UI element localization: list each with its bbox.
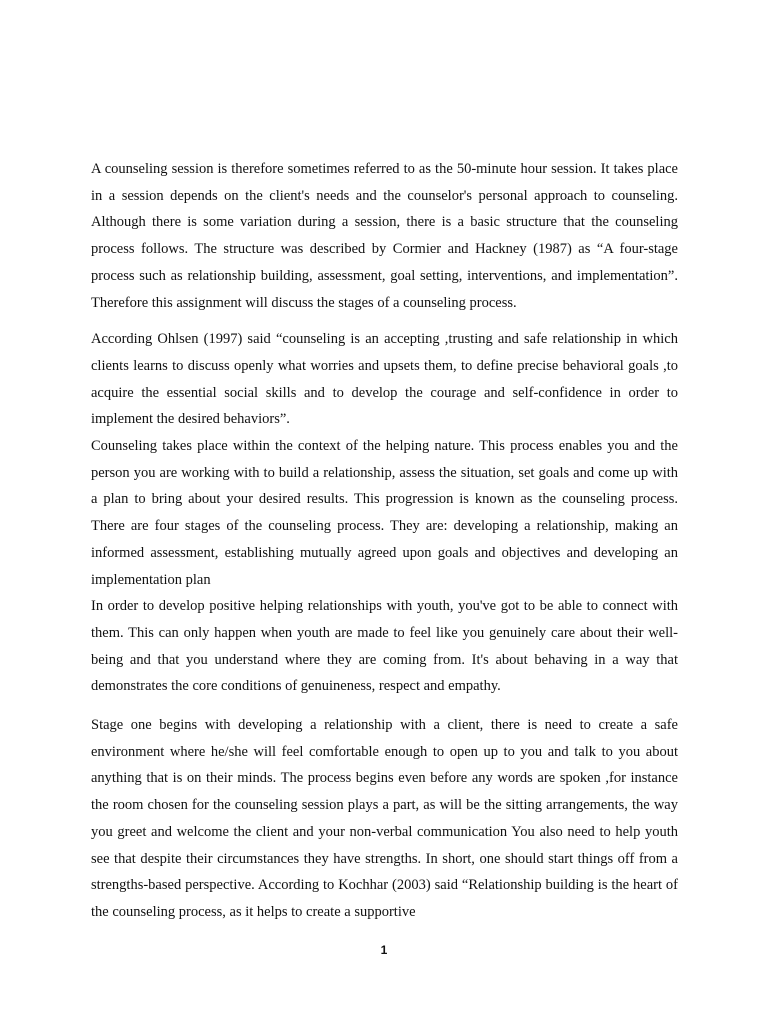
document-body	[91, 156, 678, 926]
paragraph-stage-one: Stage one begins with developing a relationship with a client, there is need to create a safe environment where he/she will feel comfortable enough to open up to you and talk to you about anything that is on their minds. The process begins even before any words are spoken ,for instance the room chosen for the counseling session plays a part, as will be the sitting arrangements, the way you greet and welcome the client and your non-verbal communication You also need to help youth see that despite their circumstances they have strengths. In short, one should start things off from a strengths-based perspective. According to Kochhar (2003) said “Relationship building is the heart of the counseling process, as it helps to create a supportive	[91, 717, 678, 920]
paragraph-counseling-session: A counseling session is therefore sometimes referred to as the 50-minute hour session. It takes place in a session depends on the client's needs and the counselor's personal approach to counseling. Although there is some variation during a session, there is a basic structure that the counseling process follows. The structure was described by Cormier and Hackney (1987) as “A four-stage process such as relationship building, assessment, goal setting, interventions, and implementation”. Therefore this assignment will discuss the stages of a counseling process.	[91, 161, 678, 311]
page-number: 1	[380, 943, 388, 957]
paragraph-ohlsen-definition: According Ohlsen (1997) said “counseling is an accepting ,trusting and safe relationship in which clients learns to discuss openly what worries and upsets them, to define precise behavioral goals ,to acquire the essential social skills and to develop the courage and self-confidence in order to implement the desired behaviors”.	[91, 331, 678, 428]
paragraph-youth-relationships: In order to develop positive helping relationships with youth, you've got to be able to connect with them. This can only happen when youth are made to feel like you genuinely care about their well-being and that you understand where they are coming from. It's about behaving in a way that demonstrates the core conditions of genuineness, respect and empathy.	[91, 598, 678, 695]
paragraph-helping-nature: Counseling takes place within the context of the helping nature. This process enables you and the person you are working with to build a relationship, assess the situation, set goals and come up with a plan to bring about your desired results. This progression is known as the counseling process. There are four stages of the counseling process. They are: developing a relationship, making an informed assessment, establishing mutually agreed upon goals and objectives and developing an implementation plan	[91, 438, 678, 588]
